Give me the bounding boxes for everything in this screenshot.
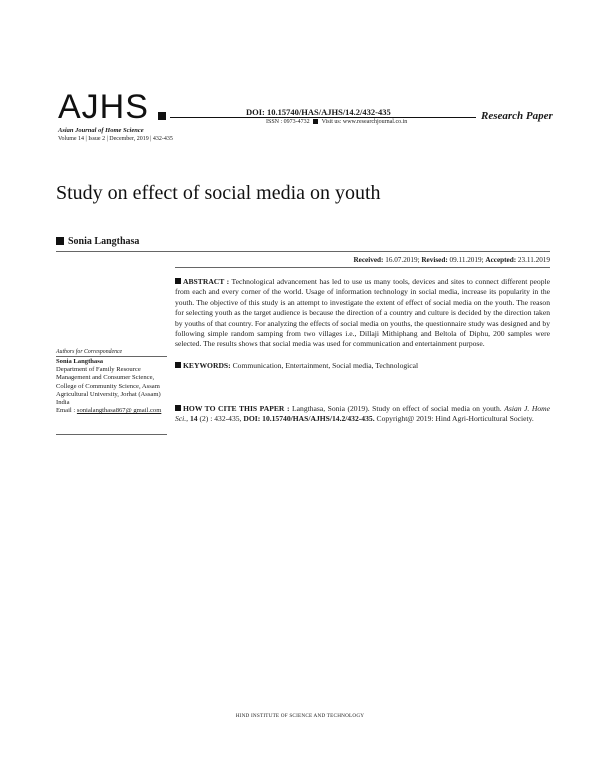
square-bullet-icon: [56, 237, 64, 245]
received-label: Received:: [353, 256, 384, 264]
footer-institute: HIND INSTITUTE OF SCIENCE AND TECHNOLOGY: [235, 713, 365, 719]
abstract-text: Technological advancement has led to use us many tools, devices and sites to connect different people from each and every corner of the world. Usage of information technology in social media, increase its popularity in the youth. The objective of this study is an attempt to investigate the extent of effect of social media on the youth. The reason for selecting youth as the target audience is because the direction of a country and culture is decided by the direction taken by youths of that country. For analyzing the effects of social media on youths, the questionnaire study was designed and by following simple random samping from two villages i.e., Dillaji Mithiphang and Beltola of Diphu, 200 samples were selected. The results shows that social media was used for communication and entertainment purpose.: [175, 277, 550, 349]
keywords: [175, 361, 550, 371]
cite-journal: Asian J. Home Sci.,: [175, 404, 550, 424]
revised-label: Revised:: [421, 256, 448, 264]
abstract: [175, 277, 550, 350]
square-bullet-icon: [175, 362, 181, 368]
square-bullet-icon: [175, 405, 181, 411]
cite-text-2: (2) : 432-435,: [199, 414, 242, 424]
issn: ISSN : 0973-4732: [266, 119, 310, 125]
author-rule: [56, 251, 550, 252]
square-bullet-icon: [175, 278, 181, 284]
keywords-label: KEYWORDS:: [183, 361, 231, 370]
correspondence-rule: [56, 356, 167, 357]
correspondence-email-line: [56, 407, 167, 415]
journal-logo: AJHS: [58, 88, 149, 126]
received-date: 16.07.2019;: [385, 256, 420, 264]
abstract-label: ABSTRACT :: [183, 277, 230, 286]
cite-doi: DOI: 10.15740/HAS/AJHS/14.2/432-435.: [243, 414, 375, 424]
revised-date: 09.11.2019;: [449, 256, 484, 264]
volume-line: Volume 14 | Issue 2 | December, 2019 | 432-435: [58, 136, 173, 142]
email-link[interactable]: sonialangthasa867@ gmail.com: [76, 407, 162, 415]
visit-website: Visit us: www.researchjournal.co.in: [321, 119, 408, 125]
dates-rule: [175, 267, 550, 268]
author-line: [56, 236, 139, 248]
submission-dates: [300, 256, 550, 265]
header-doi: DOI: 10.15740/HAS/AJHS/14.2/432-435: [246, 107, 391, 117]
cite-volume: 14: [189, 414, 198, 424]
logo-square-icon: [158, 112, 166, 120]
cite-text-1: Langthasa, Sonia (2019). Study on effect of social media on youth.: [292, 404, 502, 413]
accepted-label: Accepted:: [485, 256, 517, 264]
accepted-date: 23.11.2019: [517, 256, 550, 264]
cite-text-3: Copyright@ 2019: Hind Agri-Horticultural Society.: [376, 414, 534, 424]
paper-title: Study on effect of social media on youth: [56, 182, 381, 204]
square-bullet-icon: [313, 119, 318, 124]
citation: [175, 404, 550, 425]
issn-line: [266, 118, 407, 126]
article-type: Research Paper: [481, 110, 553, 122]
correspondence-label: Authors for Correspondence: [56, 349, 123, 355]
correspondence-name: Sonia Langthasa: [56, 358, 104, 365]
keywords-text: Communication, Entertainment, Social media, Technological: [232, 361, 419, 370]
correspondence-rule-bottom: [56, 434, 167, 435]
email-label: Email :: [56, 407, 76, 415]
correspondence-affiliation: Department of Family Resource Management and Consumer Science, College of Community Science, Assam Agricultural University, Jorhat (Assam) India: [56, 366, 161, 407]
journal-name: Asian Journal of Home Science: [58, 127, 144, 134]
cite-label: HOW TO CITE THIS PAPER :: [183, 404, 290, 413]
author-name: Sonia Langthasa: [68, 236, 140, 247]
correspondence-block: [56, 358, 167, 415]
